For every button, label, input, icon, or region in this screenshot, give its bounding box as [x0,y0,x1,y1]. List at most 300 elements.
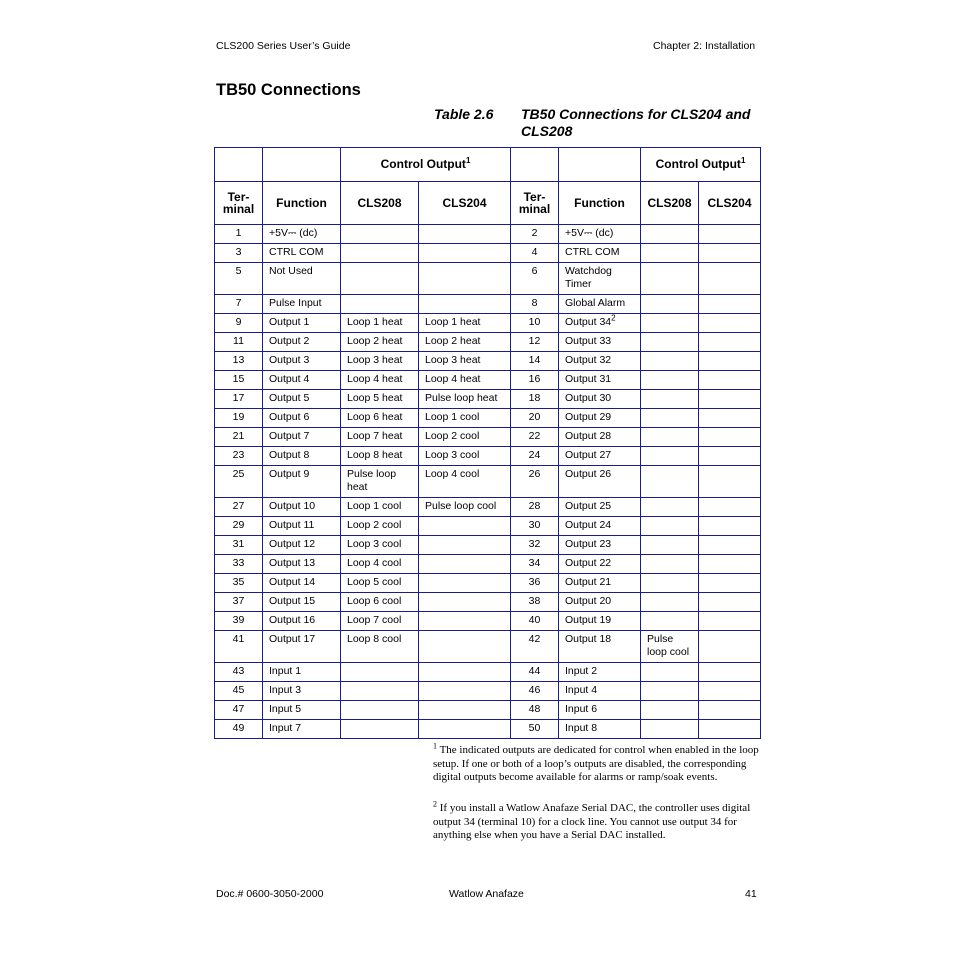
cls208-cell [641,517,699,536]
cls204-cell [699,314,761,333]
function-value: Output 24 [565,519,612,531]
function-value: Output 11 [269,519,315,531]
terminal-cell [511,517,559,536]
function-value: Output 25 [565,500,612,512]
cls204-value: Loop 3 cool [425,449,480,461]
cls208-cell [641,295,699,314]
function-cell [263,428,341,447]
table-group-header-row [511,148,761,182]
function-cell [559,390,641,409]
function-value: Output 29 [565,411,612,423]
terminal-value: 35 [232,576,245,588]
table-row [511,663,761,682]
cls208-cell [641,428,699,447]
function-value: Input 4 [565,684,598,696]
terminal-cell [215,352,263,371]
cls204-value: Loop 4 heat [425,373,481,385]
cls204-cell [699,720,761,739]
table-row [215,517,511,536]
function-cell [559,682,641,701]
terminal-value: 5 [235,265,242,277]
empty-header-cell [215,148,263,182]
terminal-cell [511,352,559,371]
function-cell [559,631,641,663]
cls204-cell [699,466,761,498]
cls204-value: Loop 2 cool [425,430,480,442]
cls204-cell [419,720,511,739]
terminal-cell [215,428,263,447]
terminal-cell [511,466,559,498]
cls208-value: Loop 1 heat [347,316,403,328]
function-value: Output 23 [565,538,612,550]
cls208-cell [341,663,419,682]
tb50-table-right [510,147,761,739]
cls208-cell [341,447,419,466]
function-cell [263,295,341,314]
terminal-value: 18 [528,392,541,404]
table-row [215,631,511,663]
function-value: Watchdog Timer [565,265,612,290]
terminal-value: 6 [531,265,538,277]
table-row [511,295,761,314]
function-column-header: Function [559,182,641,225]
cls204-cell [419,371,511,390]
function-value: Output 13 [269,557,316,569]
function-value: Input 6 [565,703,598,715]
terminal-value: 9 [235,316,242,328]
function-cell [263,682,341,701]
cls208-cell [641,244,699,263]
terminal-cell [511,409,559,428]
function-cell [263,409,341,428]
cls204-cell [699,701,761,720]
cls208-cell [641,720,699,739]
cls204-cell [419,295,511,314]
table-row [215,720,511,739]
cls204-value: Pulse loop heat [425,392,498,404]
table-row [215,390,511,409]
cls204-cell [419,352,511,371]
table-column-header-row [215,182,511,225]
terminal-column-header: Ter- minal [215,182,263,225]
cls204-cell [419,244,511,263]
cls204-cell [699,390,761,409]
running-header-right: Chapter 2: Installation [653,40,756,52]
cls208-cell [641,314,699,333]
function-cell [263,447,341,466]
control-output-label: Control Output [380,156,466,171]
cls208-column-header: CLS208 [641,182,699,225]
cls208-value: Loop 8 cool [347,633,402,645]
cls208-value: Loop 1 cool [347,500,402,512]
function-cell [263,536,341,555]
cls204-cell [699,555,761,574]
function-value: Output 30 [565,392,612,404]
terminal-cell [511,314,559,333]
function-cell [559,555,641,574]
table-row [511,574,761,593]
function-cell [263,466,341,498]
cls208-cell [341,574,419,593]
terminal-cell [215,498,263,517]
function-value: Output 16 [269,614,316,626]
footnote-ref: 1 [740,155,746,165]
cls204-cell [699,263,761,295]
terminal-value: 44 [528,665,541,677]
terminal-value: 41 [232,633,245,645]
function-cell [263,244,341,263]
cls204-cell [419,663,511,682]
terminal-value: 27 [232,500,245,512]
function-value: CTRL COM [269,246,324,258]
function-cell [263,314,341,333]
terminal-cell [215,663,263,682]
function-value: Output 21 [565,576,612,588]
cls204-value: Pulse loop cool [425,500,497,512]
function-cell [559,263,641,295]
terminal-value: 22 [528,430,541,442]
footnote-1 [433,741,763,785]
cls208-cell [341,333,419,352]
cls204-cell [699,517,761,536]
cls208-cell [341,295,419,314]
table-row [511,225,761,244]
table-column-header-row [511,182,761,225]
function-value: Output 10 [269,500,316,512]
function-cell [559,612,641,631]
footnote-mark: 1 [433,741,437,751]
cls204-cell [699,631,761,663]
cls204-cell [699,244,761,263]
cls204-cell [699,498,761,517]
terminal-cell [215,244,263,263]
function-cell [559,409,641,428]
terminal-value: 4 [531,246,538,258]
terminal-cell [215,263,263,295]
function-value: +5V⎓ (dc) [565,227,614,239]
function-cell [263,612,341,631]
terminal-cell [511,225,559,244]
cls208-cell [341,314,419,333]
cls208-cell [641,631,699,663]
table-row [511,390,761,409]
terminal-value: 14 [528,354,541,366]
cls204-cell [699,225,761,244]
function-cell [263,663,341,682]
terminal-cell [215,555,263,574]
table-row [511,517,761,536]
terminal-value: 36 [528,576,541,588]
terminal-cell [511,371,559,390]
function-cell [263,333,341,352]
table-row [511,352,761,371]
terminal-cell [215,682,263,701]
empty-header-cell [559,148,641,182]
terminal-value: 17 [232,392,245,404]
cls204-cell [699,409,761,428]
table-row [511,371,761,390]
table-row [511,682,761,701]
table-row [511,593,761,612]
cls204-value: Loop 1 cool [425,411,480,423]
running-header-left: CLS200 Series User’s Guide [216,40,351,52]
table-row [215,409,511,428]
cls204-cell [419,555,511,574]
table-row [215,593,511,612]
footer-page-number: 41 [745,888,757,900]
cls208-value: Loop 3 cool [347,538,402,550]
terminal-cell [511,390,559,409]
table-row [215,536,511,555]
cls208-cell [341,244,419,263]
cls204-cell [419,447,511,466]
function-cell [559,517,641,536]
terminal-value: 30 [528,519,541,531]
tb50-table-left [214,147,511,739]
cls208-cell [341,720,419,739]
function-cell [263,498,341,517]
cls208-value: Pulse loop cool [647,633,690,658]
terminal-cell [215,390,263,409]
terminal-cell [511,593,559,612]
cls208-value: Loop 5 cool [347,576,402,588]
function-value: Output 34 [565,316,612,328]
cls208-cell [341,701,419,720]
terminal-value: 2 [531,227,538,239]
footnote-mark: 2 [433,799,437,809]
terminal-value: 49 [232,722,245,734]
cls208-cell [341,428,419,447]
empty-header-cell [511,148,559,182]
function-value: Output 2 [269,335,310,347]
control-output-header [641,148,761,182]
table-row [511,536,761,555]
cls208-cell [641,409,699,428]
table-row [215,447,511,466]
terminal-column-header: Ter- minal [511,182,559,225]
function-cell [559,225,641,244]
cls204-cell [699,663,761,682]
function-cell [263,631,341,663]
cls208-cell [641,466,699,498]
cls204-value: Loop 2 heat [425,335,481,347]
terminal-cell [511,333,559,352]
table-row [511,314,761,333]
cls208-cell [641,263,699,295]
table-row [511,409,761,428]
function-cell [559,663,641,682]
table-row [511,333,761,352]
terminal-value: 1 [235,227,242,239]
function-cell [559,466,641,498]
table-row [511,263,761,295]
footnote-text: The indicated outputs are dedicated for control when enabled in the loop setup. If one or both of a loop’s outputs are disabled, the corresponding digital outputs become available for alarms or ramp/soak events. [433,744,759,784]
cls204-cell [699,612,761,631]
terminal-cell [215,517,263,536]
function-cell [559,295,641,314]
cls208-value: Pulse loop heat [347,468,397,493]
cls204-cell [699,428,761,447]
function-value: Output 3 [269,354,310,366]
terminal-value: 31 [232,538,245,550]
function-cell [263,517,341,536]
table-row [511,466,761,498]
table-group-header-row [215,148,511,182]
cls204-cell [699,574,761,593]
cls208-value: Loop 4 cool [347,557,402,569]
table-row [215,295,511,314]
cls208-cell [641,663,699,682]
cls208-cell [341,536,419,555]
table-row [215,682,511,701]
function-value: Output 32 [565,354,612,366]
cls208-cell [341,517,419,536]
cls204-cell [419,466,511,498]
cls208-cell [341,225,419,244]
terminal-cell [215,466,263,498]
cls204-cell [419,428,511,447]
footnote-text: If you install a Watlow Anafaze Serial DAC, the controller uses digital output 34 (terminal 10) for a clock line. You cannot use output 34 for anything else when you have a Serial DAC installed. [433,802,751,842]
terminal-value: 48 [528,703,541,715]
terminal-cell [511,244,559,263]
function-value: Output 12 [269,538,316,550]
function-cell [559,536,641,555]
function-value: Not Used [269,265,313,277]
function-column-header: Function [263,182,341,225]
terminal-value: 28 [528,500,541,512]
function-cell [263,371,341,390]
terminal-cell [215,295,263,314]
footnote-ref: 1 [465,155,471,165]
terminal-cell [511,428,559,447]
function-value: Output 31 [565,373,612,385]
table-row [511,612,761,631]
cls208-value: Loop 4 heat [347,373,403,385]
cls208-cell [341,555,419,574]
function-value: +5V⎓ (dc) [269,227,318,239]
cls208-cell [641,352,699,371]
function-value: Output 5 [269,392,310,404]
terminal-value: 50 [528,722,541,734]
cls204-cell [419,390,511,409]
cls204-cell [419,225,511,244]
function-value: Output 20 [565,595,612,607]
cls204-cell [699,295,761,314]
cls208-cell [641,701,699,720]
terminal-cell [511,498,559,517]
cls204-column-header: CLS204 [419,182,511,225]
terminal-value: 15 [232,373,245,385]
terminal-cell [215,631,263,663]
table-row [511,631,761,663]
function-value: Input 7 [269,722,302,734]
cls208-value: Loop 2 cool [347,519,402,531]
function-cell [559,701,641,720]
cls208-cell [641,498,699,517]
cls208-value: Loop 6 cool [347,595,402,607]
footnote-2 [433,799,763,843]
terminal-cell [215,720,263,739]
table-row [215,701,511,720]
table-row [511,428,761,447]
cls208-cell [341,409,419,428]
function-value: Output 28 [565,430,612,442]
function-value: Output 27 [565,449,612,461]
cls208-cell [641,593,699,612]
terminal-value: 3 [235,246,242,258]
cls208-cell [341,612,419,631]
terminal-cell [215,612,263,631]
function-cell [263,263,341,295]
cls204-cell [419,498,511,517]
table-row [215,555,511,574]
function-cell [559,593,641,612]
empty-header-cell [263,148,341,182]
cls208-cell [641,225,699,244]
function-cell [559,498,641,517]
cls204-cell [419,409,511,428]
terminal-value: 34 [528,557,541,569]
function-cell [263,225,341,244]
terminal-value: 42 [528,633,541,645]
terminal-cell [511,631,559,663]
cls204-cell [419,263,511,295]
function-value: Input 1 [269,665,302,677]
table-row [511,701,761,720]
function-value: Output 26 [565,468,612,480]
terminal-value: 21 [232,430,245,442]
cls204-cell [699,593,761,612]
cls204-cell [699,371,761,390]
cls204-cell [419,314,511,333]
cls208-value: Loop 6 heat [347,411,403,423]
cls208-cell [341,466,419,498]
terminal-value: 20 [528,411,541,423]
control-output-label: Control Output [655,156,741,171]
control-output-header [341,148,511,182]
function-cell [263,352,341,371]
cls208-cell [641,371,699,390]
cls208-cell [641,536,699,555]
function-value: Output 9 [269,468,310,480]
function-cell [559,244,641,263]
function-value: Output 14 [269,576,316,588]
cls204-cell [699,352,761,371]
terminal-value: 8 [531,297,538,309]
function-cell [559,371,641,390]
terminal-value: 38 [528,595,541,607]
terminal-cell [511,295,559,314]
terminal-cell [215,536,263,555]
terminal-value: 7 [235,297,242,309]
table-row [215,244,511,263]
terminal-value: 23 [232,449,245,461]
function-value: CTRL COM [565,246,620,258]
cls208-value: Loop 8 heat [347,449,403,461]
terminal-cell [511,663,559,682]
cls208-cell [341,498,419,517]
function-value: Pulse Input [269,297,322,309]
cls204-cell [419,574,511,593]
function-cell [559,428,641,447]
function-cell [559,720,641,739]
footnote-ref: 2 [611,313,616,323]
cls208-cell [341,593,419,612]
table-row [511,720,761,739]
terminal-cell [215,447,263,466]
terminal-value: 29 [232,519,245,531]
terminal-value: 45 [232,684,245,696]
